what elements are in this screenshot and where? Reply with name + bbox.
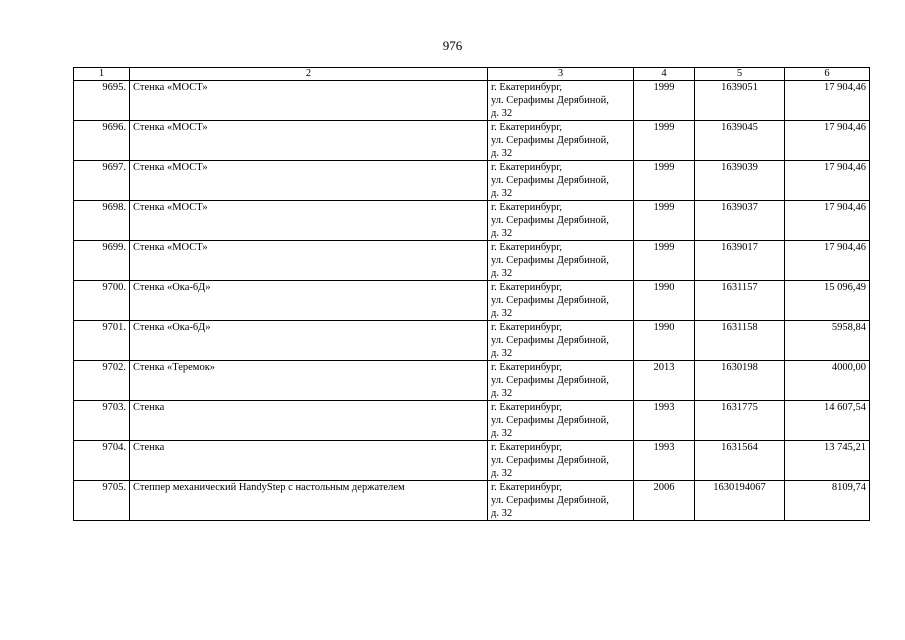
row-number: 9705. [74,481,130,521]
item-address: г. Екатеринбург, ул. Серафимы Дерябиной, д. 32 [488,321,634,361]
item-inventory-number: 1630194067 [695,481,785,521]
item-name: Стенка «Ока-6Д» [130,281,488,321]
item-cost: 17 904,46 [785,121,870,161]
column-header: 4 [634,68,695,81]
item-address: г. Екатеринбург, ул. Серафимы Дерябиной, д. 32 [488,441,634,481]
table-row [74,441,870,481]
column-header: 2 [130,68,488,81]
item-cost: 8109,74 [785,481,870,521]
item-name: Стенка «Теремок» [130,361,488,401]
item-year: 1993 [634,401,695,441]
table-row [74,201,870,241]
item-cost: 15 096,49 [785,281,870,321]
item-inventory-number: 1631564 [695,441,785,481]
item-cost: 17 904,46 [785,201,870,241]
item-year: 1999 [634,241,695,281]
item-year: 1990 [634,281,695,321]
row-number: 9701. [74,321,130,361]
item-cost: 17 904,46 [785,241,870,281]
item-name: Стенка [130,401,488,441]
item-year: 1990 [634,321,695,361]
item-cost: 5958,84 [785,321,870,361]
column-header: 3 [488,68,634,81]
item-year: 1999 [634,121,695,161]
item-name: Стенка «Ока-6Д» [130,321,488,361]
item-inventory-number: 1639051 [695,81,785,121]
item-address: г. Екатеринбург, ул. Серафимы Дерябиной, д. 32 [488,241,634,281]
row-number: 9697. [74,161,130,201]
item-inventory-number: 1631775 [695,401,785,441]
row-number: 9698. [74,201,130,241]
item-inventory-number: 1639045 [695,121,785,161]
item-address: г. Екатеринбург, ул. Серафимы Дерябиной, д. 32 [488,201,634,241]
page-number: 976 [442,38,463,53]
item-inventory-number: 1639037 [695,201,785,241]
table-row [74,121,870,161]
item-address: г. Екатеринбург, ул. Серафимы Дерябиной, д. 32 [488,481,634,521]
table-row [74,241,870,281]
item-cost: 17 904,46 [785,161,870,201]
column-number-header-row [74,68,870,81]
item-cost: 14 607,54 [785,401,870,441]
row-number: 9702. [74,361,130,401]
item-year: 1999 [634,201,695,241]
table-row [74,161,870,201]
item-cost: 4000,00 [785,361,870,401]
item-address: г. Екатеринбург, ул. Серафимы Дерябиной, д. 32 [488,401,634,441]
table-row [74,281,870,321]
item-name: Стенка «МОСТ» [130,161,488,201]
item-name: Стенка «МОСТ» [130,81,488,121]
row-number: 9704. [74,441,130,481]
column-header: 1 [74,68,130,81]
table-row [74,401,870,441]
item-inventory-number: 1631157 [695,281,785,321]
item-name: Стенка [130,441,488,481]
item-name: Стенка «МОСТ» [130,201,488,241]
item-address: г. Екатеринбург, ул. Серафимы Дерябиной, д. 32 [488,121,634,161]
item-year: 2006 [634,481,695,521]
row-number: 9696. [74,121,130,161]
row-number: 9700. [74,281,130,321]
item-name: Степпер механический HandyStep с настольным держателем [130,481,488,521]
row-number: 9703. [74,401,130,441]
item-inventory-number: 1631158 [695,321,785,361]
item-cost: 17 904,46 [785,81,870,121]
row-number: 9695. [74,81,130,121]
item-name: Стенка «МОСТ» [130,241,488,281]
table-row [74,361,870,401]
item-year: 2013 [634,361,695,401]
item-year: 1993 [634,441,695,481]
item-inventory-number: 1639039 [695,161,785,201]
item-year: 1999 [634,81,695,121]
column-header: 5 [695,68,785,81]
item-address: г. Екатеринбург, ул. Серафимы Дерябиной, д. 32 [488,361,634,401]
item-inventory-number: 1639017 [695,241,785,281]
table-row [74,321,870,361]
row-number: 9699. [74,241,130,281]
item-address: г. Екатеринбург, ул. Серафимы Дерябиной, д. 32 [488,161,634,201]
item-cost: 13 745,21 [785,441,870,481]
table-row [74,81,870,121]
item-name: Стенка «МОСТ» [130,121,488,161]
table-row [74,481,870,521]
property-registry-table [73,67,870,521]
item-year: 1999 [634,161,695,201]
column-header: 6 [785,68,870,81]
item-address: г. Екатеринбург, ул. Серафимы Дерябиной, д. 32 [488,281,634,321]
item-address: г. Екатеринбург, ул. Серафимы Дерябиной, д. 32 [488,81,634,121]
item-inventory-number: 1630198 [695,361,785,401]
